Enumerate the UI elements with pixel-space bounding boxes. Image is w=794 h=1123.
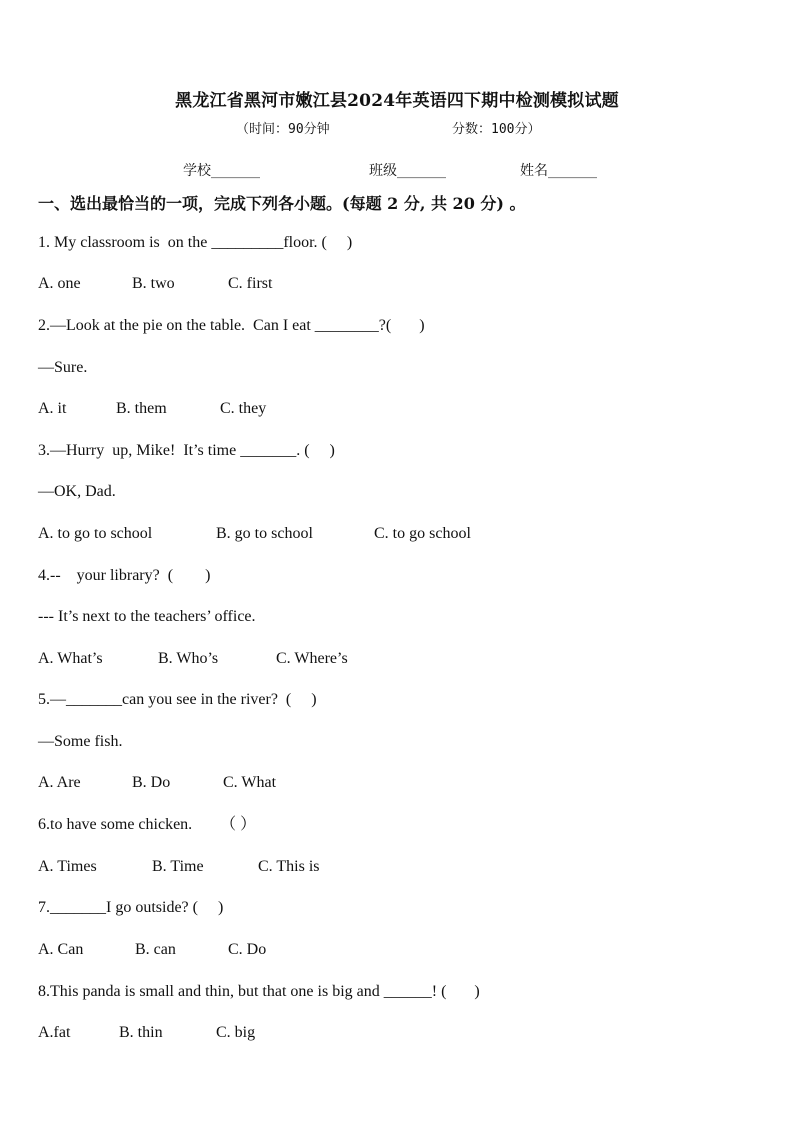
- time-info: （时间：90分钟: [236, 122, 330, 137]
- answer-option[interactable]: B. can: [135, 941, 176, 958]
- answer-option[interactable]: C. This is: [258, 858, 320, 875]
- answer-option[interactable]: B. Do: [132, 774, 171, 791]
- answer-option[interactable]: A. Can: [38, 941, 84, 958]
- question-stem: 5.—_______can you see in the river? ( ): [38, 691, 317, 708]
- answer-option[interactable]: B. Time: [152, 858, 204, 875]
- answer-option[interactable]: A. to go to school: [38, 525, 153, 542]
- answer-option[interactable]: A.fat: [38, 1024, 71, 1041]
- answer-option[interactable]: B. Who’s: [158, 650, 219, 667]
- question-stem: 6.to have some chicken. （ ）: [38, 816, 257, 833]
- school-field[interactable]: 学校_______: [183, 163, 260, 179]
- answer-option[interactable]: C. first: [228, 275, 273, 292]
- question-stem: 8.This panda is small and thin, but that one is big and ______! ( ): [38, 983, 480, 1000]
- answer-option[interactable]: B. two: [132, 275, 175, 292]
- answer-option[interactable]: A. Times: [38, 858, 97, 875]
- answer-option[interactable]: A. it: [38, 400, 67, 417]
- question-stem: 7._______I go outside? ( ): [38, 899, 224, 916]
- question-reply: —OK, Dad.: [38, 483, 116, 500]
- answer-option[interactable]: C. What: [223, 774, 277, 791]
- question-stem: 3.—Hurry up, Mike! It’s time _______. ( ): [38, 442, 335, 459]
- question-stem: 1. My classroom is on the _________floor. ( ): [38, 234, 353, 251]
- class-field[interactable]: 班级_______: [369, 163, 446, 179]
- answer-option[interactable]: B. thin: [119, 1024, 163, 1041]
- question-stem: 2.—Look at the pie on the table. Can I eat ________?( ): [38, 317, 425, 334]
- answer-option[interactable]: C. Where’s: [276, 650, 348, 667]
- answer-option[interactable]: C. Do: [228, 941, 267, 958]
- question-reply: —Sure.: [38, 359, 88, 376]
- answer-option[interactable]: B. go to school: [216, 525, 313, 542]
- question-stem: 4.-- your library? ( ): [38, 567, 211, 584]
- answer-option[interactable]: B. them: [116, 400, 167, 417]
- answer-option[interactable]: A. What’s: [38, 650, 103, 667]
- score-info: 分数：100分）: [452, 122, 541, 137]
- page-title: 黑龙江省黑河市嫩江县2024年英语四下期中检测模拟试题: [175, 91, 619, 111]
- answer-option[interactable]: C. to go school: [374, 525, 471, 542]
- answer-option[interactable]: C. they: [220, 400, 267, 417]
- answer-option[interactable]: C. big: [216, 1024, 256, 1041]
- question-reply: --- It’s next to the teachers’ office.: [38, 608, 256, 625]
- answer-option[interactable]: A. Are: [38, 774, 81, 791]
- answer-option[interactable]: A. one: [38, 275, 81, 292]
- section-heading: 一、选出最恰当的一项，完成下列各小题。(每题 2 分, 共 20 分) 。: [38, 194, 526, 213]
- name-field[interactable]: 姓名_______: [520, 163, 597, 179]
- question-reply: —Some fish.: [38, 733, 123, 750]
